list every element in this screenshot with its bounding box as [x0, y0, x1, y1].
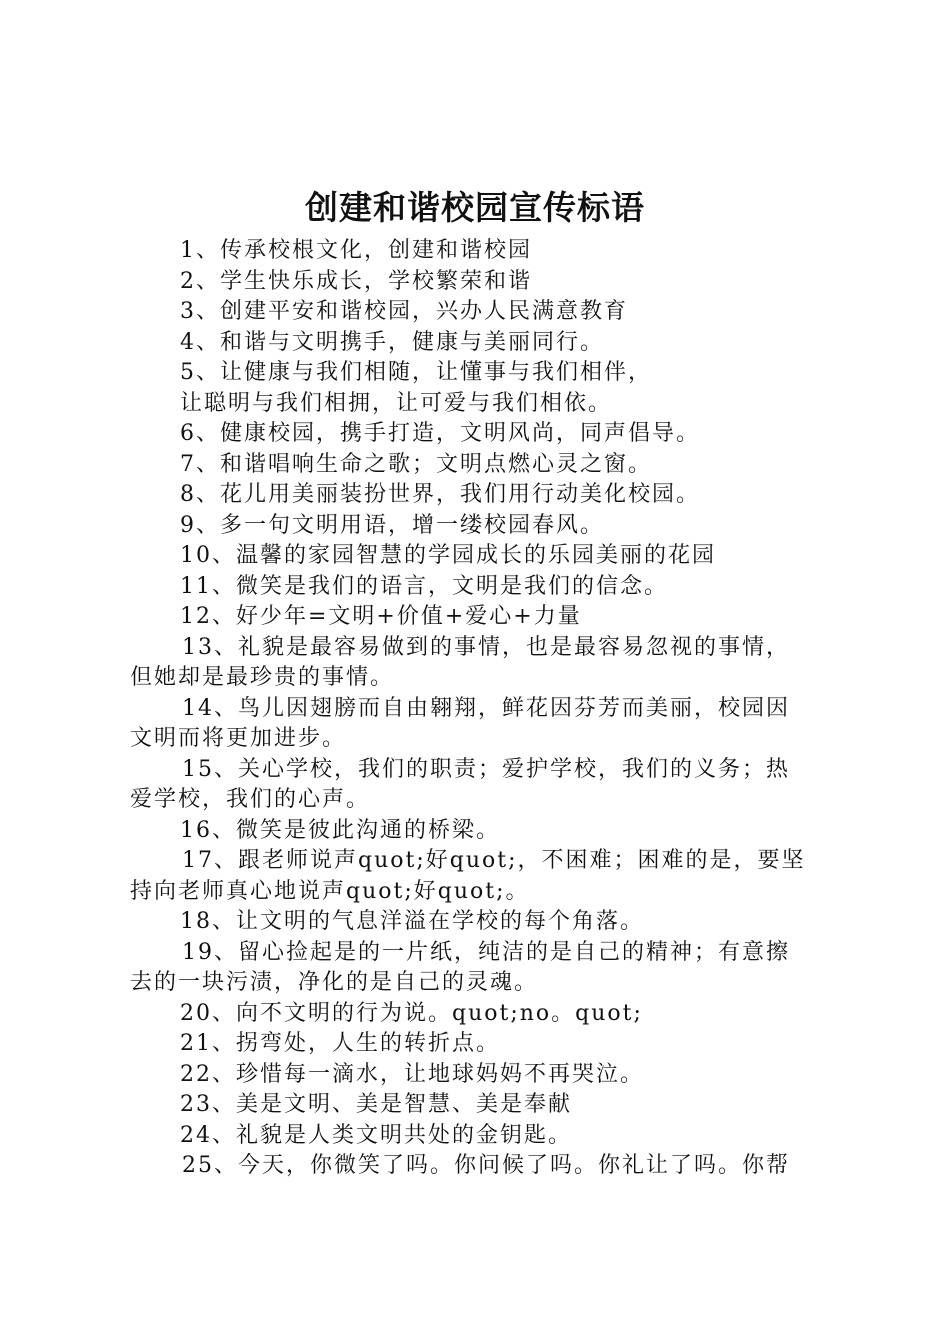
slogan-line: 12、好少年=文明+价值+爱心+力量 — [180, 604, 582, 629]
slogan-line-continuation: 持向老师真心地说声quot;好quot;。 — [130, 878, 530, 904]
slogan-line: 11、微笑是我们的语言，文明是我们的信念。 — [180, 573, 668, 599]
slogan-line: 13、礼貌是最容易做到的事情，也是最容易忽视的事情， — [182, 634, 790, 660]
slogan-line-continuation: 文明而将更加进步。 — [130, 726, 347, 751]
slogan-line: 5、让健康与我们相随，让懂事与我们相伴， — [180, 360, 652, 385]
slogan-list — [130, 236, 832, 1182]
document-title: 创建和谐校园宣传标语 — [305, 188, 645, 227]
slogan-line: 22、珍惜每一滴水，让地球妈妈不再哭泣。 — [180, 1061, 644, 1087]
slogan-line: 6、健康校园，携手打造，文明风尚，同声倡导。 — [180, 421, 700, 446]
slogan-line: 9、多一句文明用语，增一缕校园春风。 — [180, 512, 604, 538]
slogan-line: 19、留心捡起是的一片纸，纯洁的是自己的精神；有意擦 — [182, 939, 790, 965]
slogan-line: 8、花儿用美丽装扮世界，我们用行动美化校园。 — [180, 482, 700, 507]
slogan-line: 25、今天，你微笑了吗。你问候了吗。你礼让了吗。你帮 — [182, 1153, 790, 1178]
slogan-line: 17、跟老师说声quot;好quot;，不困难；困难的是，要坚 — [182, 848, 806, 873]
slogan-line: 1、传承校根文化，创建和谐校园 — [180, 238, 532, 263]
slogan-line: 2、学生快乐成长，学校繁荣和谐 — [180, 268, 532, 294]
slogan-line: 4、和谐与文明携手，健康与美丽同行。 — [180, 329, 604, 355]
slogan-line-continuation: 去的一块污渍，净化的是自己的灵魂。 — [130, 970, 539, 995]
slogan-line: 14、鸟儿因翅膀而自由翱翔，鲜花因芬芳而美丽，校园因 — [182, 695, 790, 721]
slogan-line: 21、拐弯处，人生的转折点。 — [180, 1031, 500, 1056]
slogan-line: 10、温馨的家园智慧的学园成长的乐园美丽的花园 — [180, 543, 716, 568]
slogan-line: 20、向不文明的行为说。quot;no。quot; — [180, 1000, 643, 1026]
slogan-line: 16、微笑是彼此沟通的桥梁。 — [180, 817, 500, 843]
slogan-line-continuation: 让聪明与我们相拥，让可爱与我们相依。 — [180, 390, 613, 416]
slogan-line: 24、礼貌是人类文明共处的金钥匙。 — [180, 1122, 572, 1148]
slogan-line-continuation: 但她却是最珍贵的事情。 — [130, 665, 395, 690]
slogan-line: 23、美是文明、美是智慧、美是奉献 — [180, 1092, 572, 1117]
slogan-line-continuation: 爱学校，我们的心声。 — [130, 787, 371, 812]
slogan-line: 7、和谐唱响生命之歌；文明点燃心灵之窗。 — [180, 451, 652, 477]
slogan-line: 3、创建平安和谐校园，兴办人民满意教育 — [180, 299, 628, 324]
slogan-line: 15、关心学校，我们的职责；爱护学校，我们的义务；热 — [182, 756, 790, 782]
slogan-line: 18、让文明的气息洋溢在学校的每个角落。 — [180, 909, 644, 934]
